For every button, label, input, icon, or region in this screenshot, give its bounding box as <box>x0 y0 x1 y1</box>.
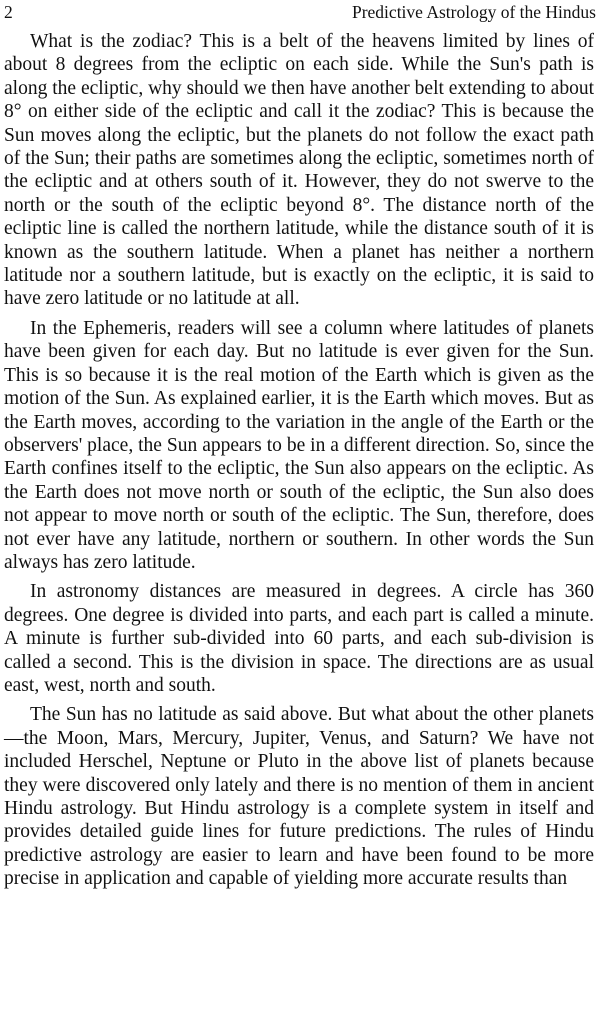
page-body <box>4 30 594 897</box>
running-title: Predictive Astrology of the Hindus <box>351 2 596 22</box>
paragraph-zodiac: What is the zodiac? This is a belt of the heavens limited by lines of about 8 degrees from the ecliptic on each side. While the Sun's path is along the ecliptic, why should we then have another belt extending to about 8° on either side of the ecliptic and call it the zodiac? This is because the Sun moves along the ecliptic, but the planets do not follow the exact path of the Sun; their paths are sometimes along the ecliptic, sometimes north of the ecliptic and at others south of it. However, they do not swerve to the north or the south of the ecliptic beyond 8°. The distance north of the ecliptic line is called the northern latitude, while the distance south of it is known as the southern latitude. When a planet has neither a northern latitude nor a southern latitude, but is exactly on the ecliptic, it is said to have zero latitude or no latitude at all. <box>4 31 594 310</box>
paragraph-degrees: In astronomy distances are measured in degrees. A circle has 360 degrees. One degree is divided into parts, and each part is called a minute. A minute is further sub-divided into 60 parts, and each sub-division is called a second. This is the division in space. The directions are as usual east, west, north and south. <box>4 581 594 696</box>
paragraph-planets: The Sun has no latitude as said above. But what about the other planets—the Moon, Mars, Mercury, Jupiter, Venus, and Saturn? We have not included Herschel, Neptune or Pluto in the above list of planets because they were discovered only lately and there is no mention of them in ancient Hindu astrology. But Hindu astrology is a complete system in itself and provides detailed guide lines for future predictions. The rules of Hindu predictive astrology are easier to learn and have been found to be more precise in application and capable of yielding more accurate results than <box>4 704 594 890</box>
paragraph-ephemeris: In the Ephemeris, readers will see a column where latitudes of planets have been given for each day. But no latitude is ever given for the Sun. This is so because it is the real motion of the Earth which is given as the motion of the Sun. As explained earlier, it is the Earth which moves. But as the Earth moves, according to the variation in the angle of the Earth or the observers' place, the Sun appears to be in a different direction. So, since the Earth confines itself to the ecliptic, the Sun also appears on the ecliptic. As the Earth does not move north or south of the ecliptic, the Sun also does not appear to move north or south of the ecliptic. The Sun, therefore, does not ever have any latitude, northern or southern. In other words the Sun always has zero latitude. <box>4 317 594 573</box>
page-number: 2 <box>4 2 13 22</box>
page-header <box>4 0 596 24</box>
